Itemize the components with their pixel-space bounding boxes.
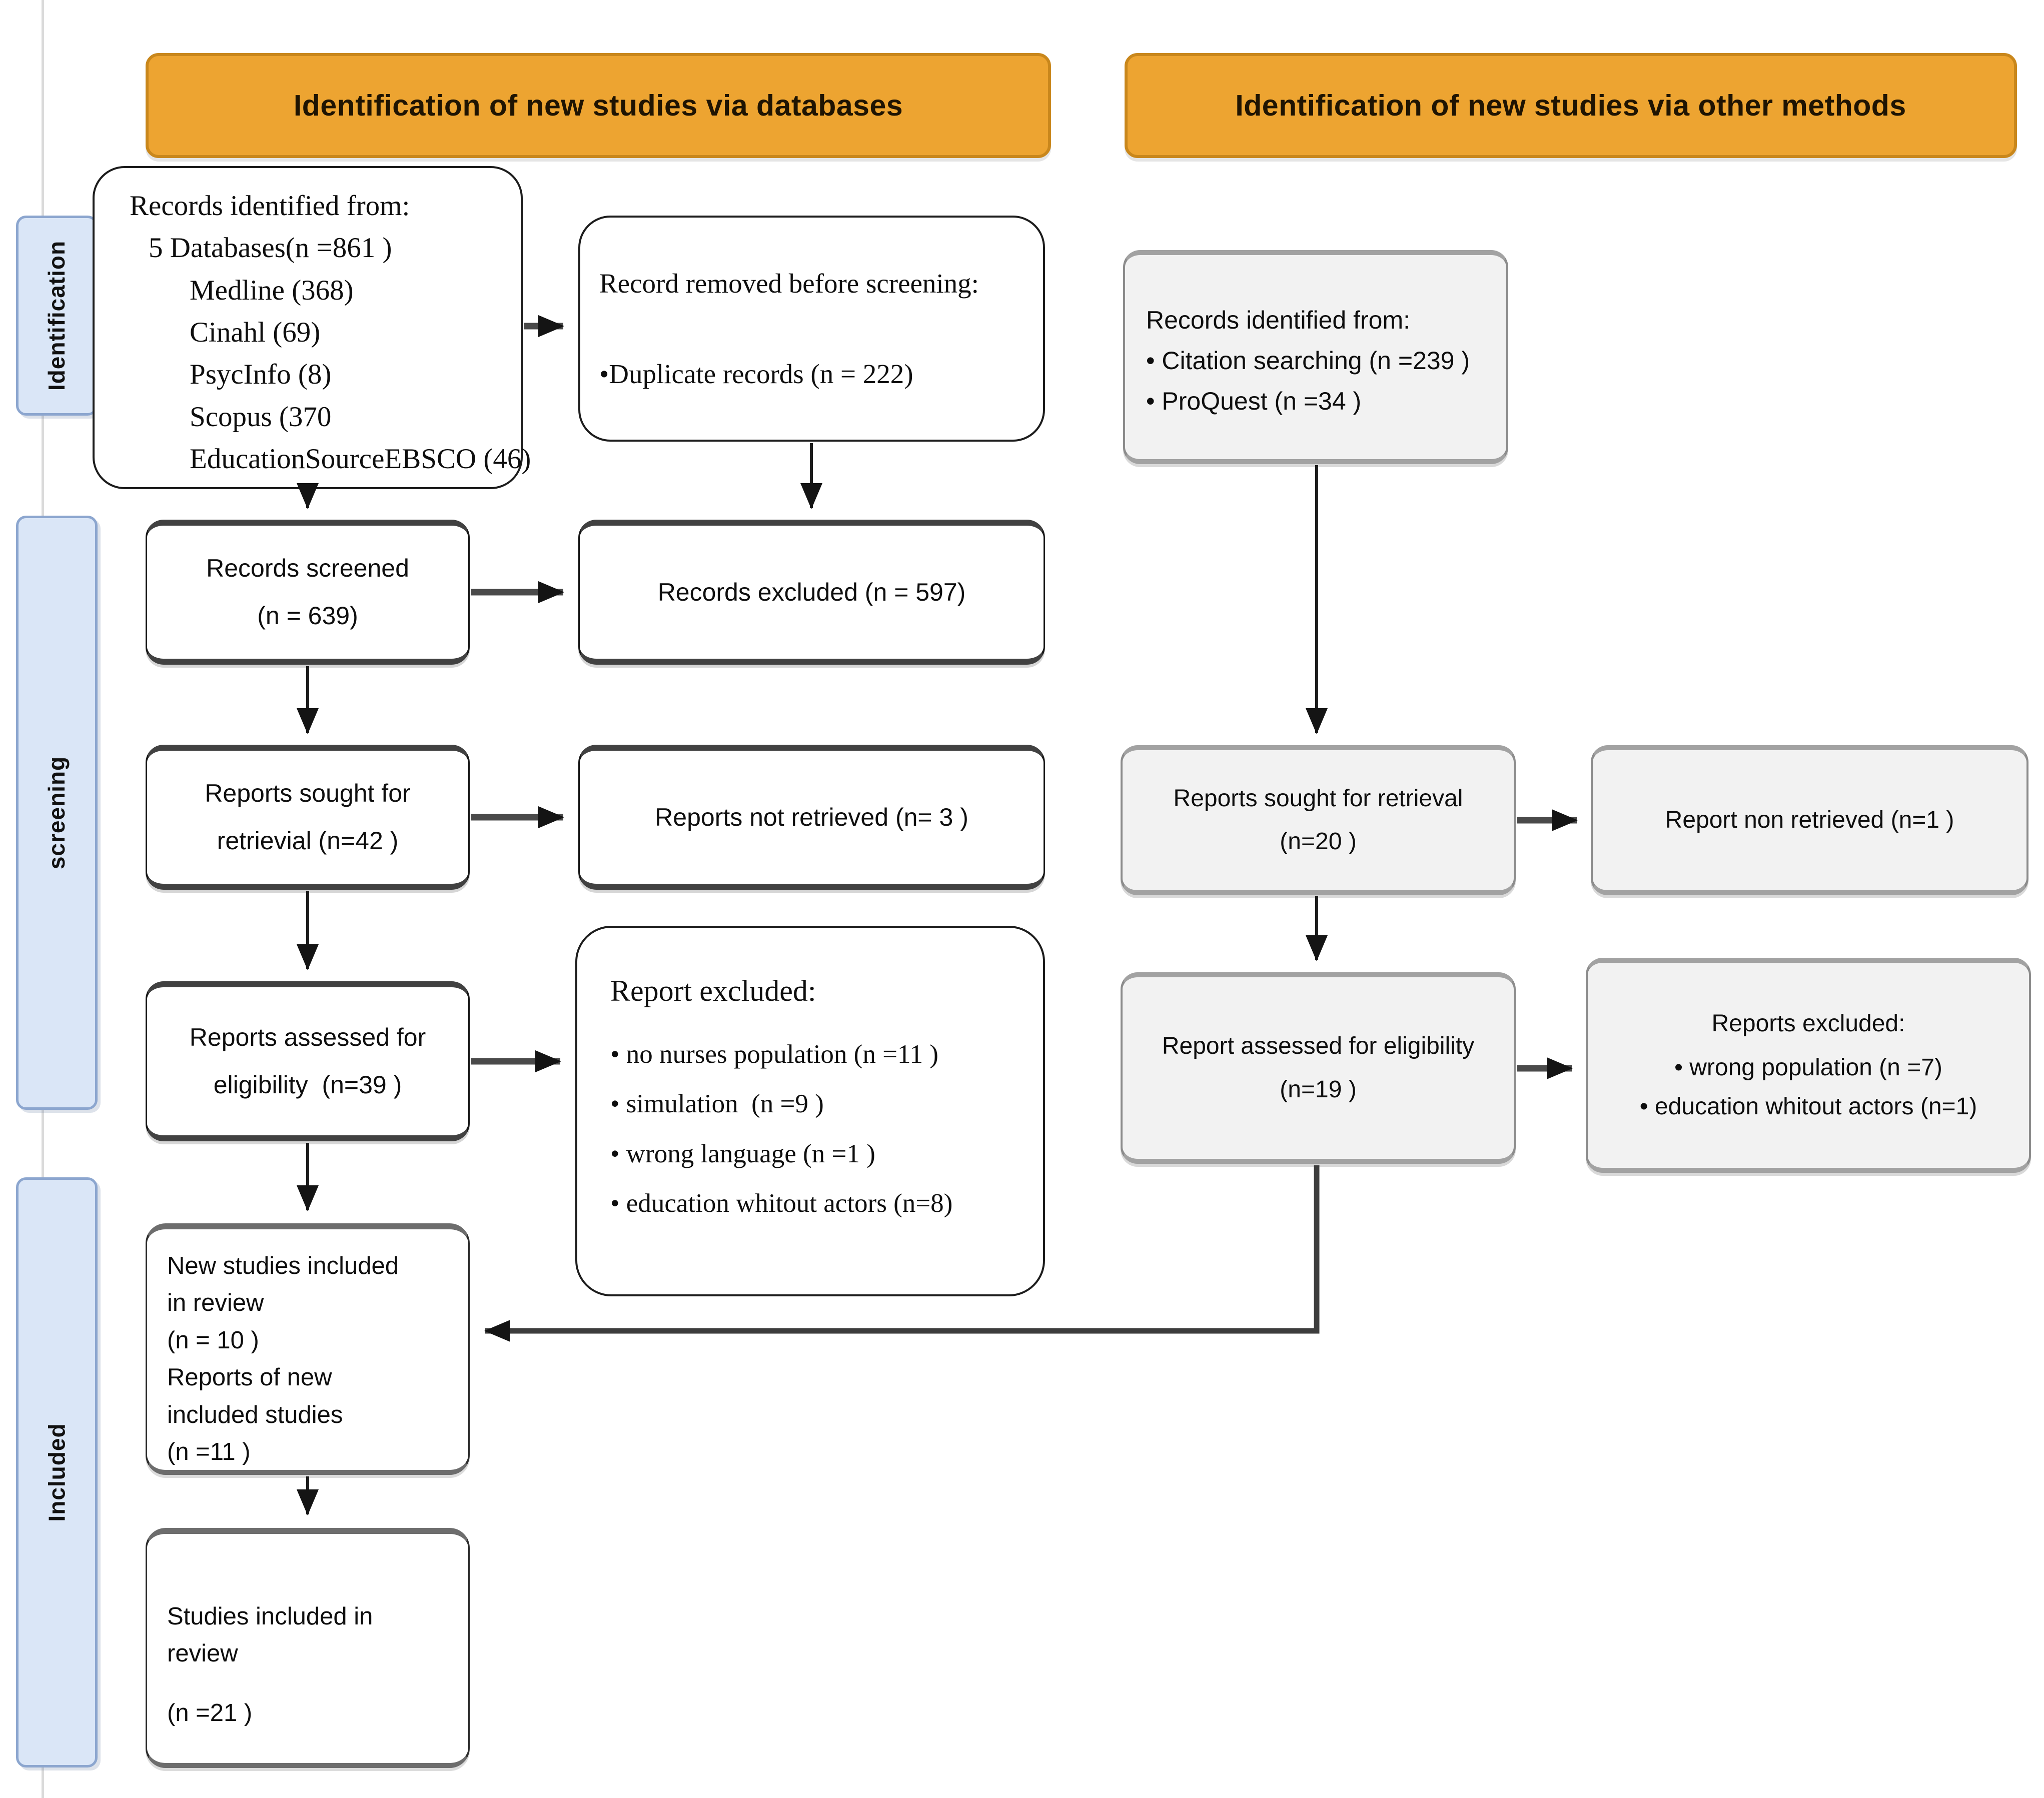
text-line: Reports sought for retrieval [1173, 785, 1463, 812]
header-other-methods-label: Identification of new studies via other methods [1235, 89, 1906, 122]
text-line: 5 Databases(n =861 ) [149, 232, 392, 264]
text-line: eligibility (n=39 ) [213, 1071, 402, 1099]
header-databases-label: Identification of new studies via databases [293, 89, 903, 122]
text-line: • education whitout actors (n=1) [1639, 1093, 1977, 1120]
text-line: Scopus (370 [190, 401, 332, 433]
text-line: (n=19 ) [1280, 1076, 1357, 1103]
text-line: • education whitout actors (n=8) [610, 1189, 953, 1218]
text-line: (n=20 ) [1280, 828, 1357, 855]
phase-label-included-text: Included [44, 1423, 70, 1522]
text-line: •Duplicate records (n = 222) [599, 359, 913, 389]
text-line: EducationSourceEBSCO (46) [190, 443, 531, 475]
text-line: (n = 639) [257, 602, 358, 630]
text-line: Records identified from: [1146, 306, 1411, 334]
text-line: Reports assessed for [189, 1023, 426, 1051]
arrow-other-assessed-to-new-studies [485, 1165, 1317, 1331]
text-line: Reports of new [167, 1364, 332, 1391]
text-line: • simulation (n =9 ) [610, 1089, 824, 1119]
text-line: included studies [167, 1401, 343, 1428]
text-line: • Citation searching (n =239 ) [1146, 346, 1470, 375]
text-line: Reports not retrieved (n= 3 ) [655, 803, 968, 831]
text-line: (n =11 ) [167, 1438, 251, 1466]
text-line: • wrong language (n =1 ) [610, 1139, 875, 1168]
text-line: retrievial (n=42 ) [217, 827, 399, 855]
text-line: Record removed before screening: [599, 268, 979, 299]
text-line: Records identified from: [130, 190, 410, 222]
text-line: PsycInfo (8) [190, 359, 332, 391]
text-line: Reports excluded: [1711, 1010, 1905, 1037]
text-line: Records screened [206, 554, 409, 582]
text-line: Report assessed for eligibility [1162, 1033, 1475, 1060]
phase-label-screening-text: screening [44, 756, 70, 870]
text-line: Report excluded: [610, 974, 816, 1007]
text-line: New studies included [167, 1252, 399, 1279]
text-line: • ProQuest (n =34 ) [1146, 387, 1362, 415]
text-line: Records excluded (n = 597) [657, 578, 966, 606]
phase-label-identification-text: Identification [44, 240, 70, 391]
text-line: Cinahl (69) [190, 317, 321, 349]
text-line: in review [167, 1289, 264, 1317]
text-line: (n =21 ) [167, 1699, 253, 1726]
text-line: Medline (368) [190, 274, 354, 306]
text-line: (n = 10 ) [167, 1326, 259, 1354]
text-line: Report non retrieved (n=1 ) [1665, 806, 1954, 833]
text-line: Reports sought for [205, 779, 411, 807]
text-line: • wrong population (n =7) [1674, 1054, 1942, 1081]
text-line: review [167, 1640, 238, 1667]
text-line: Studies included in [167, 1603, 373, 1630]
text-line: • no nurses population (n =11 ) [610, 1040, 938, 1069]
